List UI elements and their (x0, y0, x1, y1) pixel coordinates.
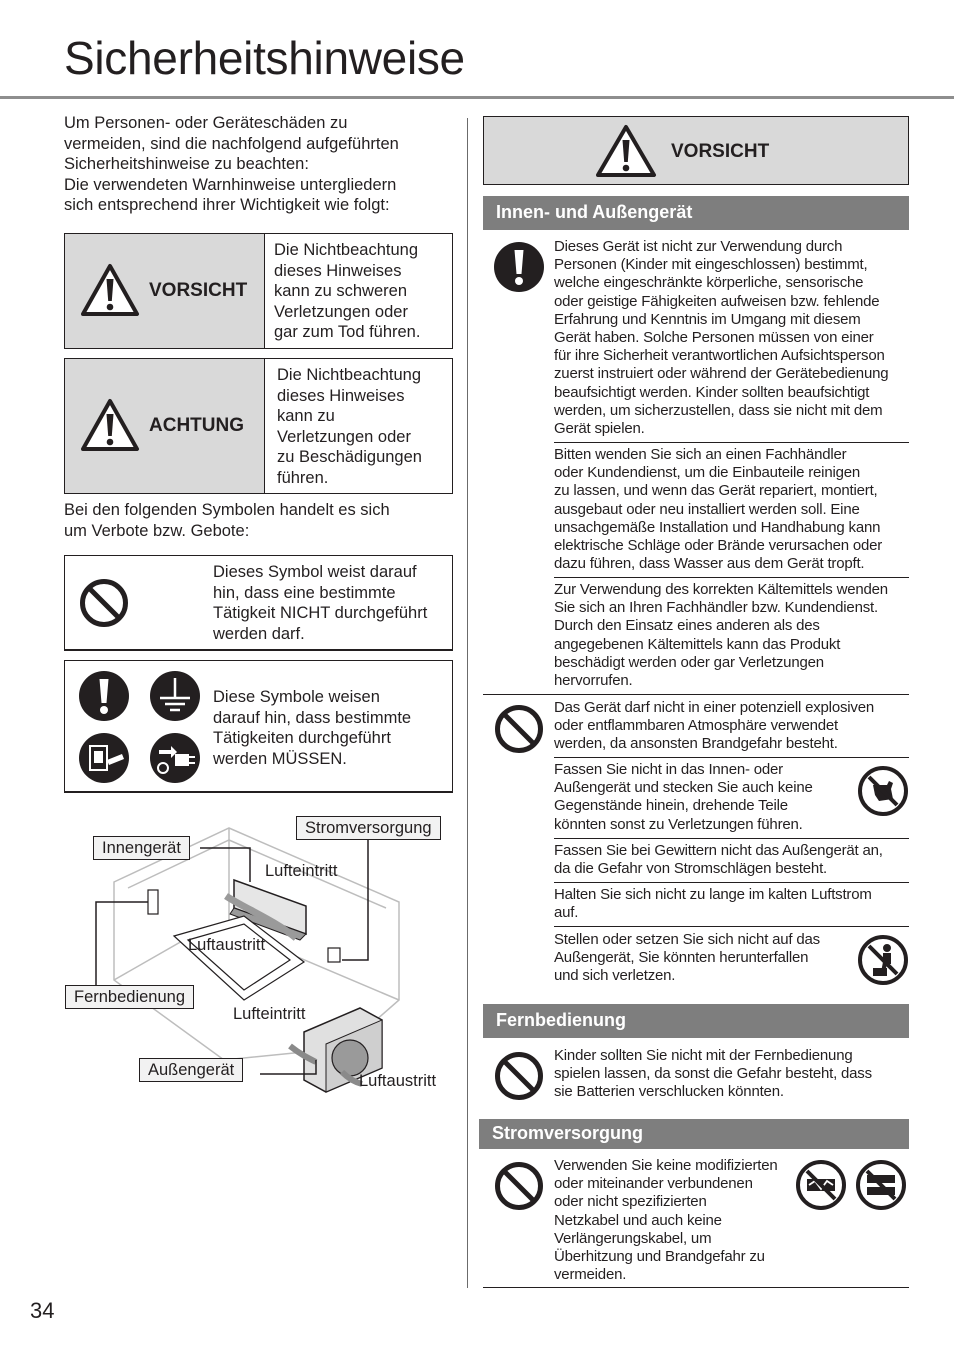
text-line: werden darf. (213, 624, 305, 643)
section-title-fernbedienung: Fernbedienung (483, 1004, 909, 1038)
unplug-icon (149, 732, 201, 784)
text-line: führen. (277, 468, 329, 487)
text-line: Das Gerät darf nicht in einer potenziell explosiven (554, 699, 874, 716)
item-divider (554, 838, 909, 839)
text-line: da die Gefahr von Stromschlägen besteht. (554, 860, 828, 878)
safety-item-cold-airflow (554, 886, 910, 922)
text-line: Bitten wenden Sie sich an einen Fachhändler (554, 446, 847, 463)
text-line: sie Batterien verschlucken könnten. (554, 1083, 784, 1101)
item-divider (554, 577, 909, 578)
prohibit-description (213, 562, 453, 644)
text-line: Verwenden Sie keine modifizierten (554, 1157, 778, 1174)
installation-diagram (64, 810, 456, 1100)
text-line: elektrische Schläge oder Brände verursachen oder (554, 537, 883, 555)
text-line: Zur Verwendung des korrekten Kältemittels wenden (554, 581, 888, 598)
label-stromversorgung: Stromversorgung (296, 816, 441, 840)
text-line: Überhitzung und Brandgefahr zu (554, 1248, 765, 1266)
text-line: spielen lassen, da sonst die Gefahr besteht, dass (554, 1065, 872, 1083)
prohibition-icon (78, 577, 130, 629)
page-title: Sicherheitshinweise (64, 32, 465, 84)
group-divider (483, 694, 909, 695)
prohibition-icon (493, 1050, 545, 1102)
text-line: werden, da ansonsten Brandgefahr besteht. (554, 735, 838, 753)
switch-off-breaker-icon (78, 732, 130, 784)
safety-item-dealer-service (554, 446, 910, 573)
text-line: Sie sich an Ihren Fachhändler bzw. Kundendienst. (554, 599, 878, 617)
label-luftaustritt: Luftaustritt (188, 936, 266, 954)
vorsicht-description (274, 240, 449, 343)
text-line: dazu führen, dass Wasser aus dem Gerät tropft. (554, 555, 865, 573)
text-line: oder miteinander verbundenen (554, 1175, 753, 1193)
text-line: hin, dass eine bestimmte (213, 583, 396, 602)
vorsicht-header-label: VORSICHT (671, 141, 770, 162)
safety-item-thunderstorm (554, 842, 910, 878)
symbols-intro (64, 500, 454, 541)
text-line: darauf hin, dass bestimmte (213, 708, 412, 727)
no-climbing-icon (857, 934, 909, 986)
intro-line: Sicherheitshinweise zu beachten: (64, 155, 309, 174)
safety-item-refrigerant (554, 581, 910, 690)
text-line: für ihre Sicherheit verantwortlichen Aufsichtsperson (554, 347, 885, 365)
title-rule (0, 96, 954, 99)
no-hand-insertion-icon (857, 765, 909, 817)
mandatory-legend-box (64, 660, 453, 793)
safety-item-power-cable (554, 1157, 794, 1284)
safety-item-supervision (554, 238, 910, 438)
text-line: Verletzungen oder (274, 302, 408, 321)
vorsicht-header-box (483, 116, 909, 185)
text-line: Tätigkeiten durchgeführt (213, 729, 391, 748)
achtung-label: ACHTUNG (149, 415, 244, 436)
vorsicht-legend-box (64, 233, 453, 349)
remote-control (148, 890, 158, 914)
label-lufteintritt: Lufteintritt (265, 862, 338, 880)
warning-triangle-icon (79, 262, 141, 318)
text-line: Kinder sollten Sie nicht mit der Fernbedienung (554, 1047, 853, 1064)
achtung-description (277, 365, 452, 489)
section-title-stromversorgung: Stromversorgung (479, 1119, 909, 1149)
warning-triangle-icon (79, 397, 141, 453)
intro-line: Die verwendeten Warnhinweise untergliedern (64, 175, 397, 194)
section-title-innen-aussen: Innen- und Außengerät (483, 196, 909, 230)
item-divider (554, 442, 909, 443)
text-line: zu Beschädigungen (277, 448, 422, 467)
label-aussengeraet: Außengerät (139, 1058, 243, 1082)
text-line: Fassen Sie bei Gewittern nicht das Außengerät an, (554, 842, 883, 859)
text-line: Gerät haben. Solche Personen müssen von einer (554, 329, 874, 347)
no-modified-cable-icon (795, 1159, 847, 1211)
text-line: Personen (Kinder mit eingeschlossen) bestimmt, (554, 256, 868, 274)
intro-paragraph (64, 113, 454, 216)
text-line: Halten Sie sich nicht zu lange im kalten Luftstrom (554, 886, 872, 903)
safety-item-remote-children (554, 1047, 910, 1102)
intro-line: Um Personen- oder Geräteschäden zu (64, 114, 348, 132)
text-line: zu lassen, und wenn das Gerät repariert, montiert, (554, 482, 878, 500)
text-line: werden, um sicherzustellen, dass sie nicht mit dem (554, 401, 883, 419)
text-line: angegebenen Kältemittels kann das Produkt (554, 635, 841, 653)
safety-item-explosive-atmosphere (554, 699, 910, 754)
text-line: oder entflammbaren Atmosphäre verwendet (554, 717, 839, 735)
text-line: Verlängerungskabel, um (554, 1229, 712, 1247)
achtung-legend-box (64, 358, 453, 494)
text-line: vermeiden. (554, 1266, 627, 1284)
text-line: oder nicht spezifizierten (554, 1193, 707, 1211)
safety-item-no-standing (554, 931, 854, 986)
text-line: um Verbote bzw. Gebote: (64, 521, 250, 540)
text-line: werden MÜSSEN. (213, 749, 347, 768)
text-line: Gerät spielen. (554, 420, 645, 438)
text-line: Diese Symbole weisen (213, 688, 380, 706)
label-fernbedienung: Fernbedienung (65, 985, 194, 1009)
prohibition-icon (493, 1160, 545, 1212)
text-line: dieses Hinweises (274, 261, 402, 280)
text-line: und sich verletzen. (554, 967, 676, 985)
column-divider (467, 118, 468, 1288)
intro-line: sich entsprechend ihrer Wichtigkeit wie folgt: (64, 196, 390, 215)
text-line: Gegenstände hinein, drehende Teile (554, 797, 788, 815)
text-line: Durch den Einsatz eines anderen als des (554, 617, 820, 635)
vorsicht-legend-panel (65, 234, 265, 348)
text-line: Außengerät, Sie könnten herunterfallen (554, 949, 809, 967)
text-line: beschädigt werden oder gar Verletzungen (554, 653, 824, 671)
text-line: dieses Hinweises (277, 386, 405, 405)
text-line: Dieses Symbol weist darauf (213, 563, 417, 581)
text-line: könnten sonst zu Verletzungen führen. (554, 815, 803, 833)
text-line: Erfahrung und Kenntnis im Umgang mit diesem (554, 310, 861, 328)
text-line: oder Kundendienst, um die Einbauteile reinigen (554, 464, 861, 482)
item-divider (554, 882, 909, 883)
text-line: auf. (554, 904, 579, 922)
text-line: gar zum Tod führen. (274, 323, 421, 342)
text-line: hervorrufen. (554, 672, 633, 690)
text-line: welche eingeschränkte körperliche, sensorische (554, 274, 864, 292)
power-outlet (328, 948, 340, 962)
text-line: Verletzungen oder (277, 427, 411, 446)
prohibition-icon (493, 703, 545, 755)
mandatory-description (213, 687, 453, 769)
text-line: Fassen Sie nicht in das Innen- oder (554, 761, 783, 778)
text-line: beaufsichtigt werden. Kinder sollten beaufsichtigt (554, 383, 870, 401)
text-line: kann zu schweren (274, 282, 407, 301)
text-line: ausgebaut oder neu installiert werden soll. Eine (554, 500, 860, 518)
label-lufteintritt-outdoor: Lufteintritt (233, 1005, 306, 1023)
item-divider (554, 757, 909, 758)
text-line: oder geistige Fähigkeiten aufweisen bzw. fehlende (554, 292, 880, 310)
text-line: Die Nichtbeachtung (274, 241, 419, 259)
text-line: Netzkabel und auch keine (554, 1211, 722, 1229)
item-divider (554, 926, 909, 927)
prohibit-legend-box (64, 555, 453, 651)
text-line: Tätigkeit NICHT durchgeführt (213, 604, 428, 623)
bottom-rule (483, 1287, 909, 1288)
text-line: Außengerät und stecken Sie auch keine (554, 779, 813, 797)
text-line: Bei den folgenden Symbolen handelt es sich (64, 501, 390, 519)
label-innengeraet: Innengerät (93, 836, 190, 860)
text-line: unsachgemäße Installation und Handhabung kann (554, 518, 881, 536)
text-line: zuerst instruiert oder während der Gerätebedienung (554, 365, 889, 383)
text-line: Stellen oder setzen Sie sich nicht auf das (554, 931, 820, 948)
warning-triangle-icon (594, 123, 658, 179)
safety-item-no-touch-inside (554, 761, 854, 834)
text-line: kann zu (277, 407, 335, 426)
earth-ground-icon (149, 670, 201, 722)
achtung-legend-panel (65, 359, 265, 493)
label-luftaustritt-outdoor: Luftaustritt (359, 1072, 437, 1090)
text-line: Dieses Gerät ist nicht zur Verwendung durch (554, 238, 843, 255)
exclamation-mandatory-icon (78, 670, 130, 722)
no-extension-cable-icon (855, 1159, 907, 1211)
page-number: 34 (30, 1298, 55, 1323)
intro-line: vermeiden, sind die nachfolgend aufgeführten (64, 134, 399, 153)
exclamation-mandatory-icon (493, 241, 545, 293)
text-line: Die Nichtbeachtung (277, 366, 422, 384)
vorsicht-label: VORSICHT (149, 280, 248, 301)
